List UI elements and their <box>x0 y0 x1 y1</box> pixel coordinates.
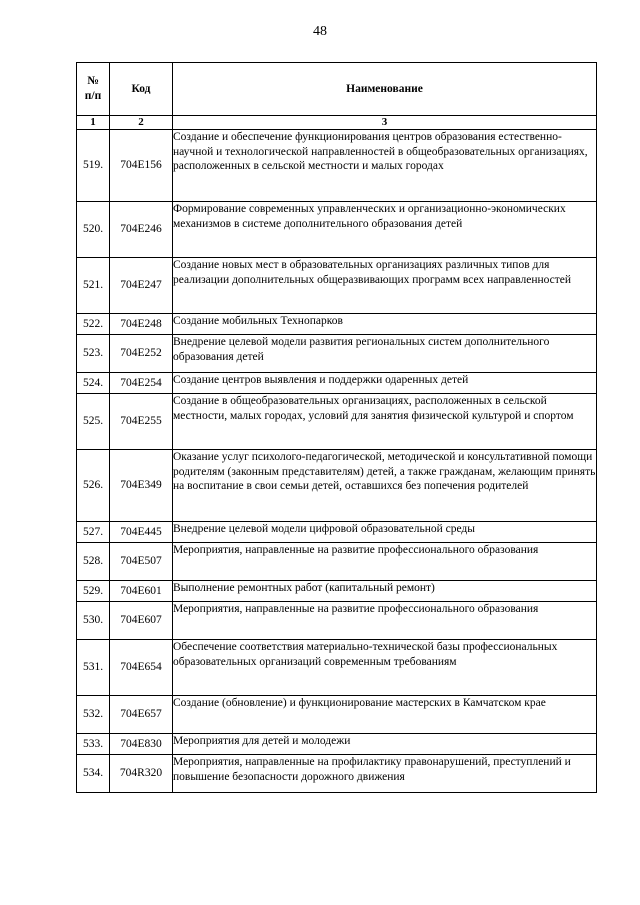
row-number: 527. <box>77 522 110 543</box>
row-name: Мероприятия для детей и молодежи <box>173 734 597 755</box>
row-code: 704E445 <box>110 522 173 543</box>
table-row <box>77 373 597 394</box>
row-code: 704R320 <box>110 755 173 793</box>
row-name: Внедрение целевой модели цифровой образовательной среды <box>173 522 597 543</box>
table-row <box>77 696 597 734</box>
row-code: 704E252 <box>110 335 173 373</box>
row-number: 526. <box>77 450 110 522</box>
row-code: 704E654 <box>110 640 173 696</box>
header-name: Наименование <box>173 63 597 116</box>
column-number: 2 <box>110 116 173 130</box>
row-name: Создание в общеобразовательных организациях, расположенных в сельской местности, малых городах, условий для занятия физической культурой и спортом <box>173 394 597 450</box>
table-header-row <box>77 63 597 116</box>
row-number: 531. <box>77 640 110 696</box>
table-row <box>77 734 597 755</box>
row-name: Мероприятия, направленные на развитие профессионального образования <box>173 543 597 581</box>
row-code: 704E248 <box>110 314 173 335</box>
row-name: Создание (обновление) и функционирование мастерских в Камчатском крае <box>173 696 597 734</box>
row-name: Обеспечение соответствия материально-технической базы профессиональных образовательных организаций современным требованиям <box>173 640 597 696</box>
row-code: 704E601 <box>110 581 173 602</box>
table-row <box>77 522 597 543</box>
row-name: Создание новых мест в образовательных организациях различных типов для реализации дополнительных общеразвивающих программ всех направленностей <box>173 258 597 314</box>
row-name: Создание и обеспечение функционирования центров образования естественно-научной и технологической направленностей в общеобразовательных организациях, расположенных в сельской местности и малых городах <box>173 130 597 202</box>
row-number: 529. <box>77 581 110 602</box>
row-name: Создание центров выявления и поддержки одаренных детей <box>173 373 597 394</box>
row-code: 704E156 <box>110 130 173 202</box>
row-name: Создание мобильных Технопарков <box>173 314 597 335</box>
table-row <box>77 258 597 314</box>
row-number: 525. <box>77 394 110 450</box>
table-row <box>77 543 597 581</box>
header-code: Код <box>110 63 173 116</box>
table-row <box>77 450 597 522</box>
row-number: 528. <box>77 543 110 581</box>
page-number: 48 <box>313 24 327 39</box>
row-name: Выполнение ремонтных работ (капитальный ремонт) <box>173 581 597 602</box>
row-number: 524. <box>77 373 110 394</box>
row-number: 533. <box>77 734 110 755</box>
row-name: Мероприятия, направленные на профилактику правонарушений, преступлений и повышение безопасности дорожного движения <box>173 755 597 793</box>
row-code: 704E246 <box>110 202 173 258</box>
row-code: 704E254 <box>110 373 173 394</box>
table-row <box>77 202 597 258</box>
row-name: Оказание услуг психолого-педагогической, методической и консультативной помощи родителям (законным представителям) детей, а также гражданам, желающим принять на воспитание в свои семьи детей, оставшихся без попечения родителей <box>173 450 597 522</box>
column-number: 3 <box>173 116 597 130</box>
row-code: 704E607 <box>110 602 173 640</box>
codes-table <box>76 62 597 793</box>
row-name: Мероприятия, направленные на развитие профессионального образования <box>173 602 597 640</box>
row-number: 523. <box>77 335 110 373</box>
header-num <box>77 63 110 116</box>
table-row <box>77 602 597 640</box>
row-code: 704E657 <box>110 696 173 734</box>
table-row <box>77 130 597 202</box>
row-name: Формирование современных управленческих и организационно-экономических механизмов в системе дополнительного образования детей <box>173 202 597 258</box>
row-code: 704E349 <box>110 450 173 522</box>
table-row <box>77 394 597 450</box>
row-number: 530. <box>77 602 110 640</box>
row-number: 522. <box>77 314 110 335</box>
row-number: 519. <box>77 130 110 202</box>
row-number: 532. <box>77 696 110 734</box>
header-num-line1: № <box>87 75 99 87</box>
row-name: Внедрение целевой модели развития региональных систем дополнительного образования детей <box>173 335 597 373</box>
table-row <box>77 755 597 793</box>
header-num-line2: п/п <box>84 90 102 102</box>
row-code: 704E247 <box>110 258 173 314</box>
table-row <box>77 581 597 602</box>
row-code: 704E507 <box>110 543 173 581</box>
column-number-row <box>77 116 597 130</box>
row-number: 520. <box>77 202 110 258</box>
table-row <box>77 314 597 335</box>
row-code: 704E255 <box>110 394 173 450</box>
row-code: 704E830 <box>110 734 173 755</box>
column-number: 1 <box>77 116 110 130</box>
table-row <box>77 640 597 696</box>
table-row <box>77 335 597 373</box>
row-number: 534. <box>77 755 110 793</box>
row-number: 521. <box>77 258 110 314</box>
